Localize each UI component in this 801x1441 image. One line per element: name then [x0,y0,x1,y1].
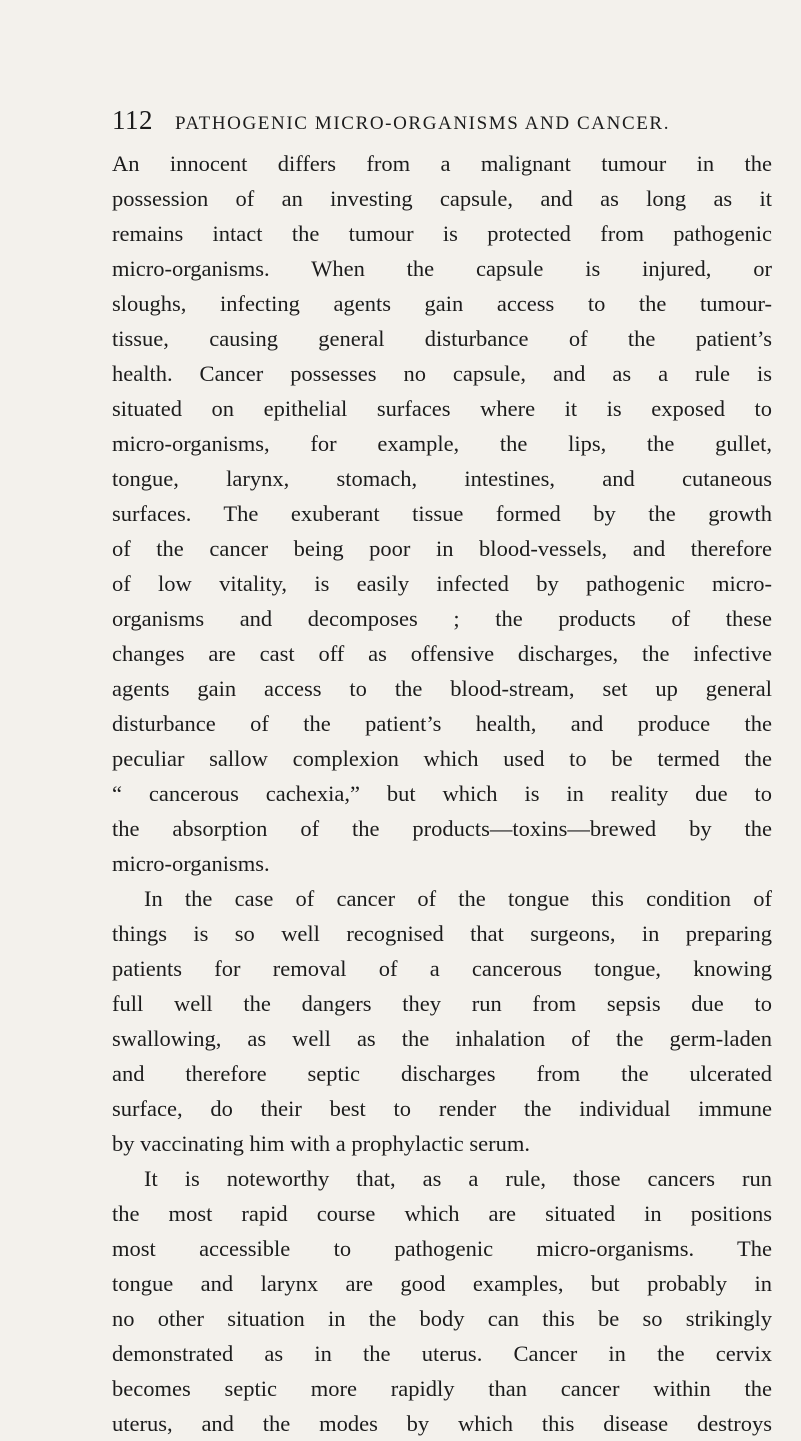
text-line: peculiar sallow complexion which used to be termed the [112,746,772,771]
text-line: full well the dangers they run from sepsis due to [112,991,772,1016]
text-line: disturbance of the patient’s health, and produce the [112,711,772,736]
text-line: changes are cast off as offensive discharges, the infective [112,641,772,666]
text-line: of low vitality, is easily infected by pathogenic micro- [112,571,772,596]
text-line: surface, do their best to render the individual immune [112,1096,772,1121]
running-head [112,105,772,145]
text-line: “ cancerous cachexia,” but which is in reality due to [112,781,772,806]
body-text [112,146,772,1441]
text-line: health. Cancer possesses no capsule, and as a rule is [112,361,772,386]
text-line: tissue, causing general disturbance of the patient’s [112,326,772,351]
text-line: surfaces. The exuberant tissue formed by the growth [112,501,772,526]
text-line: micro-organisms. [112,851,270,876]
text-line: no other situation in the body can this be so strikingly [112,1306,772,1331]
text-line: agents gain access to the blood-stream, set up general [112,676,772,701]
text-line: the absorption of the products—toxins—brewed by the [112,816,772,841]
text-line: An innocent differs from a malignant tumour in the [112,151,772,176]
text-line: possession of an investing capsule, and as long as it [112,186,772,211]
text-line: tongue, larynx, stomach, intestines, and cutaneous [112,466,772,491]
text-line: remains intact the tumour is protected from pathogenic [112,221,772,246]
text-line: demonstrated as in the uterus. Cancer in the cervix [112,1341,772,1366]
text-line: uterus, and the modes by which this disease destroys [112,1411,772,1436]
text-line: In the case of cancer of the tongue this condition of [144,886,772,911]
text-line: becomes septic more rapidly than cancer within the [112,1376,772,1401]
text-line: by vaccinating him with a prophylactic serum. [112,1131,531,1156]
text-line: situated on epithelial surfaces where it is exposed to [112,396,772,421]
text-line: most accessible to pathogenic micro-organisms. The [112,1236,772,1261]
running-title: PATHOGENIC MICRO-ORGANISMS AND CANCER. [175,113,671,134]
text-line: organisms and decomposes ; the products of these [112,606,772,631]
text-line: micro-organisms. When the capsule is injured, or [112,256,772,281]
text-line: swallowing, as well as the inhalation of the germ-laden [112,1026,772,1051]
text-line: things is so well recognised that surgeons, in preparing [112,921,772,946]
text-line: of the cancer being poor in blood-vessels, and therefore [112,536,772,561]
text-line: and therefore septic discharges from the ulcerated [112,1061,772,1086]
text-line: tongue and larynx are good examples, but probably in [112,1271,772,1296]
text-line: sloughs, infecting agents gain access to the tumour- [112,291,772,316]
text-line: the most rapid course which are situated in positions [112,1201,772,1226]
text-line: patients for removal of a cancerous tongue, knowing [112,956,772,981]
page-number: 112 [112,105,153,135]
text-line: It is noteworthy that, as a rule, those cancers run [144,1166,772,1191]
text-line: micro-organisms, for example, the lips, the gullet, [112,431,772,456]
